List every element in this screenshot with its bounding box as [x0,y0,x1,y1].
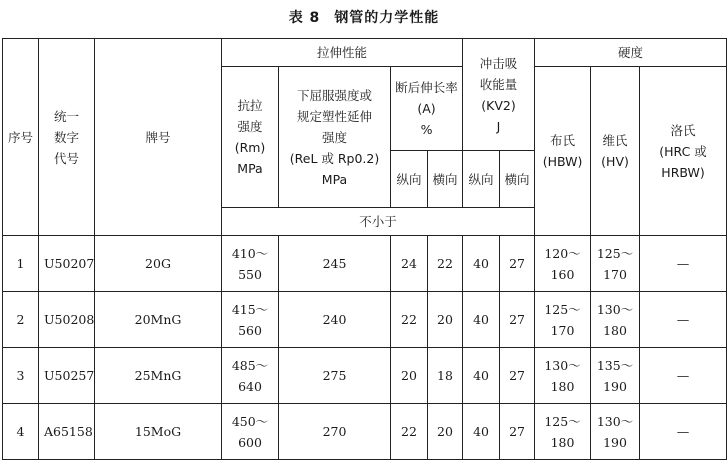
cell-seq: 4 [3,404,39,460]
table-row [3,292,727,348]
cell-rel: 240 [279,292,391,348]
cell-code: U50257 [39,348,95,404]
cell-elongation-longitudinal: 24 [391,236,428,292]
header-grade: 牌号 [95,39,222,236]
header-rel: 下屈服强度或 规定塑性延伸 强度 (ReL 或 Rp0.2) MPa [279,67,391,208]
cell-impact-transverse: 27 [500,236,535,292]
cell-rel: 270 [279,404,391,460]
cell-rm: 410～ 550 [222,236,279,292]
cell-code: A65158 [39,404,95,460]
table-caption [0,0,728,34]
header-hrc: 洛氏 (HRC 或 HRBW) [640,67,727,236]
cell-hbw: 120～ 160 [535,236,591,292]
cell-hrc: — [640,236,727,292]
cell-code: U50208 [39,292,95,348]
cell-hbw: 125～ 170 [535,292,591,348]
cell-impact-longitudinal: 40 [463,292,500,348]
cell-elongation-transverse: 18 [428,348,463,404]
table-row [3,236,727,292]
cell-rm: 415～ 560 [222,292,279,348]
cell-elongation-longitudinal: 20 [391,348,428,404]
header-seq: 序号 [3,39,39,236]
header-impact-transverse: 横向 [500,151,535,208]
cell-seq: 1 [3,236,39,292]
cell-elongation-transverse: 20 [428,404,463,460]
header-not-less-than: 不小于 [222,208,535,236]
cell-hrc: — [640,348,727,404]
cell-hrc: — [640,292,727,348]
table-title: 钢管的力学性能 [334,10,440,26]
cell-elongation-longitudinal: 22 [391,404,428,460]
cell-impact-longitudinal: 40 [463,348,500,404]
header-rm: 抗拉 强度 (Rm) MPa [222,67,279,208]
cell-impact-transverse: 27 [500,292,535,348]
cell-rm: 485～ 640 [222,348,279,404]
cell-hrc: — [640,404,727,460]
cell-impact-longitudinal: 40 [463,236,500,292]
table-header [3,39,727,236]
header-elongation: 断后伸长率 (A) % [391,67,463,151]
cell-impact-longitudinal: 40 [463,404,500,460]
header-impact: 冲击吸 收能量 (KV2) J [463,39,535,151]
cell-elongation-transverse: 20 [428,292,463,348]
cell-hv: 135～ 190 [591,348,640,404]
cell-grade: 25MnG [95,348,222,404]
cell-impact-transverse: 27 [500,348,535,404]
header-hv: 维氏 (HV) [591,67,640,236]
cell-grade: 20G [95,236,222,292]
table-row [3,348,727,404]
cell-elongation-transverse: 22 [428,236,463,292]
cell-seq: 2 [3,292,39,348]
header-elongation-transverse: 横向 [428,151,463,208]
header-elongation-longitudinal: 纵向 [391,151,428,208]
header-hbw: 布氏 (HBW) [535,67,591,236]
cell-hbw: 125～ 180 [535,404,591,460]
cell-seq: 3 [3,348,39,404]
mechanical-properties-table [2,38,727,460]
table-body [3,236,727,460]
cell-hbw: 130～ 180 [535,348,591,404]
cell-rel: 275 [279,348,391,404]
cell-grade: 20MnG [95,292,222,348]
cell-code: U50207 [39,236,95,292]
header-impact-longitudinal: 纵向 [463,151,500,208]
cell-impact-transverse: 27 [500,404,535,460]
cell-hv: 125～ 170 [591,236,640,292]
header-code: 统一 数字 代号 [39,39,95,236]
table-number: 表 8 [288,10,321,26]
cell-grade: 15MoG [95,404,222,460]
cell-hv: 130～ 190 [591,404,640,460]
cell-elongation-longitudinal: 22 [391,292,428,348]
header-hardness-group: 硬度 [535,39,727,67]
header-tensile-group: 拉伸性能 [222,39,463,67]
cell-rel: 245 [279,236,391,292]
cell-hv: 130～ 180 [591,292,640,348]
table-row [3,404,727,460]
cell-rm: 450～ 600 [222,404,279,460]
